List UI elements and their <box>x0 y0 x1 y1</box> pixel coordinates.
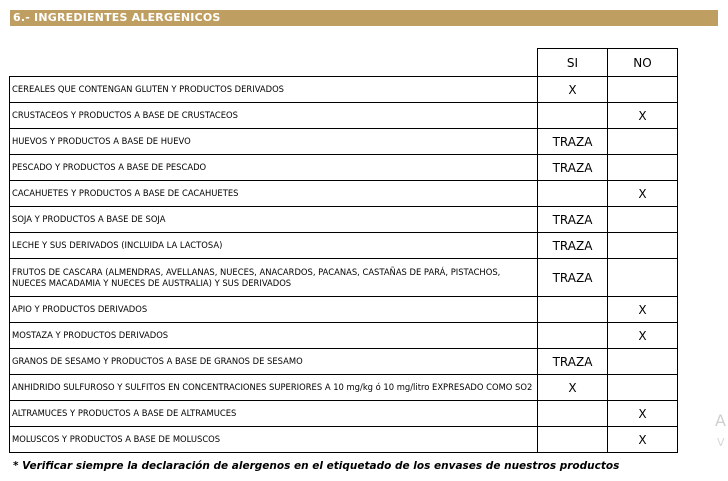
allergen-name: ANHIDRIDO SULFUROSO Y SULFITOS EN CONCENTRACIONES SUPERIORES A 10 mg/kg ó 10 mg/litro EXPRESADO COMO SO2 <box>10 375 538 401</box>
allergen-name: LECHE Y SUS DERIVADOS (INCLUIDA LA LACTOSA) <box>10 233 538 259</box>
table-row <box>10 103 678 129</box>
no-cell: X <box>608 427 678 453</box>
allergen-name: PESCADO Y PRODUCTOS A BASE DE PESCADO <box>10 155 538 181</box>
table-row <box>10 77 678 103</box>
table-row <box>10 181 678 207</box>
table-body <box>10 77 678 453</box>
allergen-name: CEREALES QUE CONTENGAN GLUTEN Y PRODUCTOS DERIVADOS <box>10 77 538 103</box>
column-header-si: SI <box>538 49 608 77</box>
no-cell <box>608 375 678 401</box>
si-cell <box>538 181 608 207</box>
table-corner <box>10 49 538 77</box>
si-cell: X <box>538 375 608 401</box>
no-cell <box>608 233 678 259</box>
no-cell: X <box>608 103 678 129</box>
table-row <box>10 297 678 323</box>
no-cell <box>608 207 678 233</box>
si-cell <box>538 323 608 349</box>
si-cell <box>538 427 608 453</box>
no-cell <box>608 129 678 155</box>
si-cell: TRAZA <box>538 207 608 233</box>
allergen-name: CACAHUETES Y PRODUCTOS A BASE DE CACAHUETES <box>10 181 538 207</box>
no-cell: X <box>608 297 678 323</box>
no-cell: X <box>608 181 678 207</box>
edge-glyph-2: V <box>717 436 725 449</box>
allergen-name: CRUSTACEOS Y PRODUCTOS A BASE DE CRUSTACEOS <box>10 103 538 129</box>
table-row <box>10 207 678 233</box>
allergen-name: GRANOS DE SESAMO Y PRODUCTOS A BASE DE GRANOS DE SESAMO <box>10 349 538 375</box>
table-row <box>10 259 678 297</box>
table-row <box>10 129 678 155</box>
allergen-name: MOLUSCOS Y PRODUCTOS A BASE DE MOLUSCOS <box>10 427 538 453</box>
edge-glyph: A <box>715 411 726 430</box>
si-cell: TRAZA <box>538 259 608 297</box>
table-row <box>10 401 678 427</box>
table-row <box>10 427 678 453</box>
column-header-no: NO <box>608 49 678 77</box>
table-row <box>10 323 678 349</box>
si-cell: X <box>538 77 608 103</box>
no-cell: X <box>608 401 678 427</box>
si-cell <box>538 401 608 427</box>
table-row <box>10 155 678 181</box>
allergen-name: APIO Y PRODUCTOS DERIVADOS <box>10 297 538 323</box>
allergen-name: ALTRAMUCES Y PRODUCTOS A BASE DE ALTRAMUCES <box>10 401 538 427</box>
si-cell: TRAZA <box>538 349 608 375</box>
no-cell <box>608 349 678 375</box>
allergen-name: HUEVOS Y PRODUCTOS A BASE DE HUEVO <box>10 129 538 155</box>
table-row <box>10 349 678 375</box>
si-cell: TRAZA <box>538 233 608 259</box>
section-title: 6.- INGREDIENTES ALERGENICOS <box>10 10 718 26</box>
allergens-table <box>9 48 678 453</box>
allergen-name: FRUTOS DE CASCARA (ALMENDRAS, AVELLANAS, NUECES, ANACARDOS, PACANAS, CASTAÑAS DE PARÁ, PISTACHOS, NUECES MACADAMIA Y NUECES DE AUSTRALIA) Y SUS DERIVADOS <box>10 259 538 297</box>
footnote: * Verificar siempre la declaración de alergenos en el etiquetado de los envases de nuestros productos <box>13 460 620 472</box>
si-cell <box>538 297 608 323</box>
no-cell: X <box>608 323 678 349</box>
no-cell <box>608 77 678 103</box>
allergen-name: SOJA Y PRODUCTOS A BASE DE SOJA <box>10 207 538 233</box>
no-cell <box>608 155 678 181</box>
si-cell <box>538 103 608 129</box>
table-row <box>10 233 678 259</box>
no-cell <box>608 259 678 297</box>
si-cell: TRAZA <box>538 155 608 181</box>
allergen-name: MOSTAZA Y PRODUCTOS DERIVADOS <box>10 323 538 349</box>
si-cell: TRAZA <box>538 129 608 155</box>
table-row <box>10 375 678 401</box>
table-header-row <box>10 49 678 77</box>
